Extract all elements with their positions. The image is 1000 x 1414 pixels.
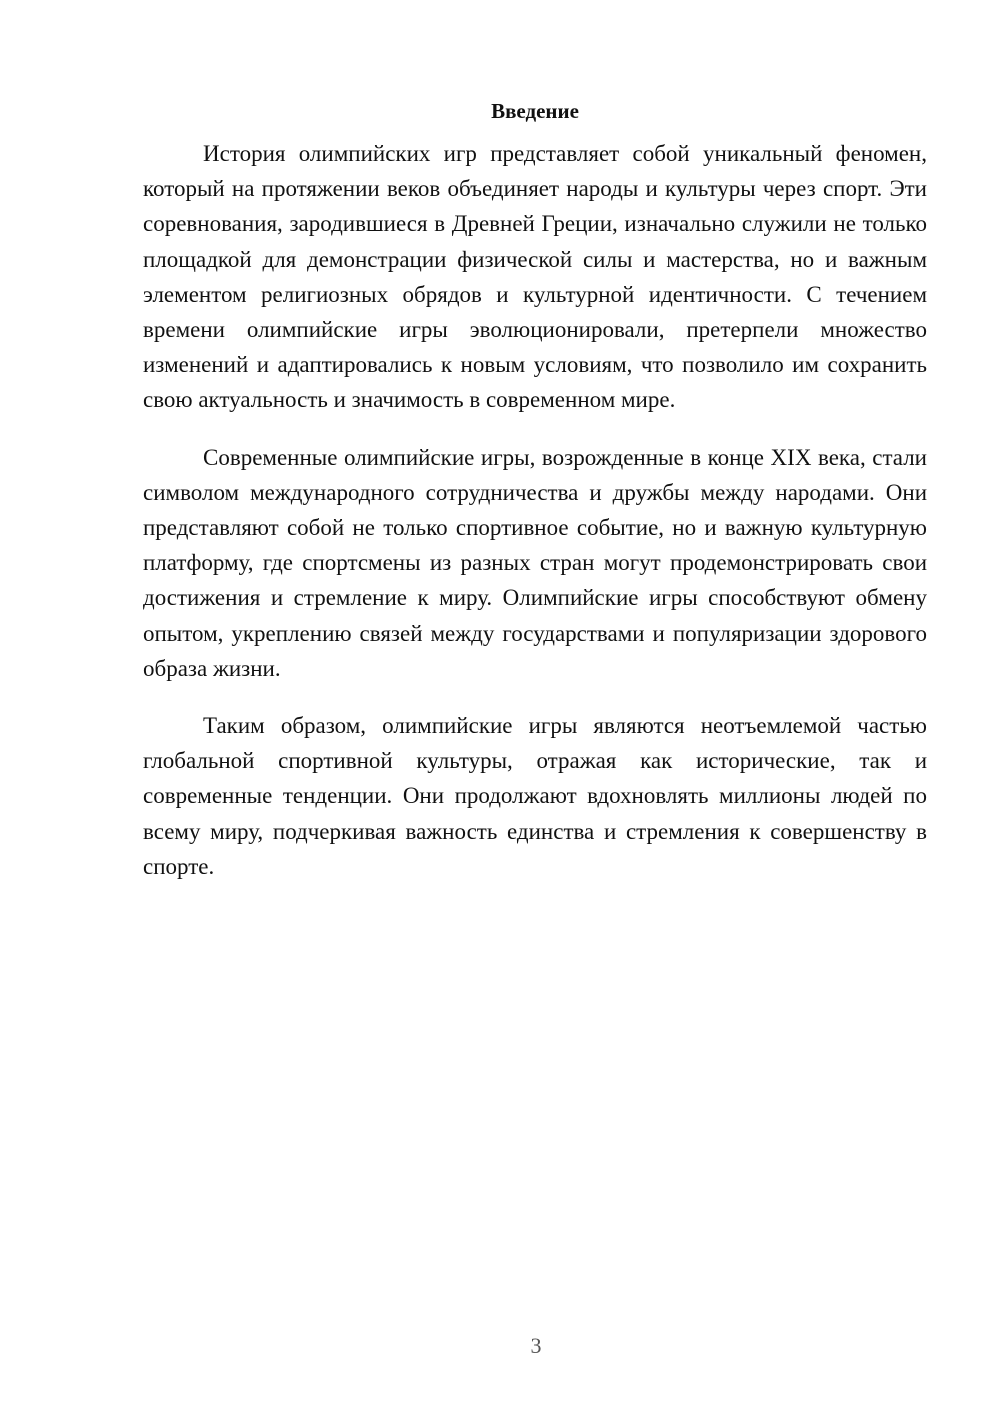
section-title: Введение: [491, 99, 579, 123]
page-number: 3: [530, 1333, 542, 1358]
paragraph-3: Таким образом, олимпийские игры являются неотъемлемой частью глобальной спортивной культуры, отражая как исторические, так и современные тенденции. Они продолжают вдохновлять миллионы людей по всему миру, подчеркивая важность единства и стремления к совершенству в спорте.: [143, 713, 927, 879]
page-content: [143, 94, 927, 884]
paragraph-2: Современные олимпийские игры, возрожденные в конце XIX века, стали символом международного сотрудничества и дружбы между народами. Они представляют собой не только спортивное событие, но и важную культурную платформу, где спортсмены из разных стран могут продемонстрировать свои достижения и стремление к миру. Олимпийские игры способствуют обмену опытом, укреплению связей между государствами и популяризации здорового образа жизни.: [143, 444, 927, 681]
paragraph-1: История олимпийских игр представляет собой уникальный феномен, который на протяжении веков объединяет народы и культуры через спорт. Эти соревнования, зародившиеся в Древней Греции, изначально служили не только площадкой для демонстрации физической силы и мастерства, но и важным элементом религиозных обрядов и культурной идентичности. С течением времени олимпийские игры эволюционировали, претерпели множество изменений и адаптировались к новым условиям, что позволило им сохранить свою актуальность и значимость в современном мире.: [143, 141, 927, 413]
